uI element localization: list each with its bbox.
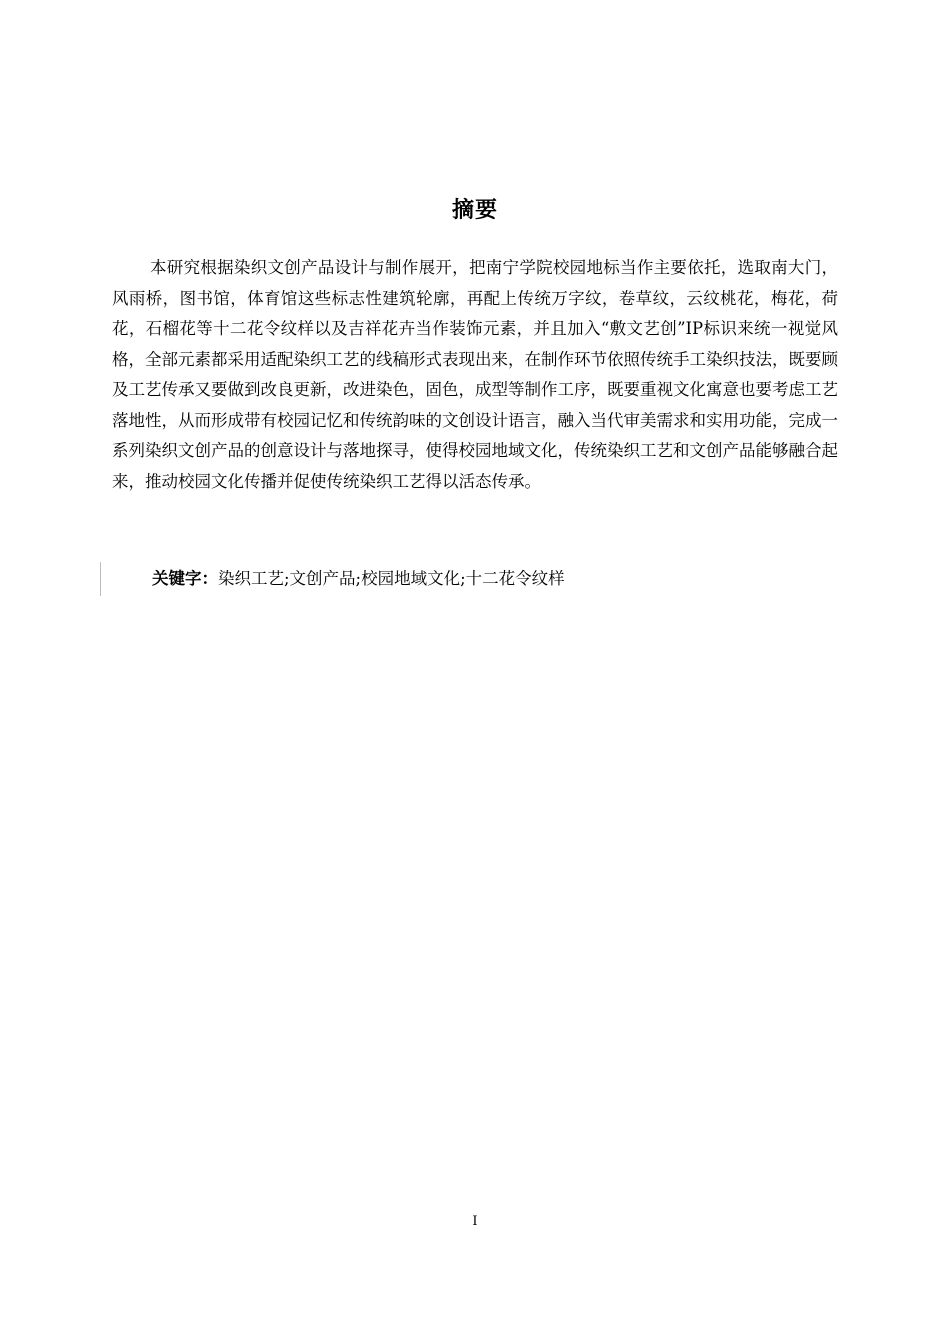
margin-divider	[100, 562, 101, 596]
abstract-title: 摘要	[451, 198, 498, 223]
abstract-body: 本研究根据染织文创产品设计与制作展开，把南宁学院校园地标当作主要依托，选取南大门，风雨桥，图书馆，体育馆这些标志性建筑轮廓，再配上传统万字纹，卷草纹，云纹桃花，梅花，荷花，石榴花等十二花令纹样以及吉祥花卉当作装饰元素，并且加入“敷文艺创”IP标识来统一视觉风格，全部元素都采用适配染织工艺的线稿形式表现出来，在制作环节依照传统手工染织技法，既要顾及工艺传承又要做到改良更新，改进染色，固色，成型等制作工序，既要重视文化寓意也要考虑工艺落地性，从而形成带有校园记忆和传统韵味的文创设计语言，融入当代审美需求和实用功能，完成一系列染织文创产品的创意设计与落地探寻，使得校园地域文化，传统染织工艺和文创产品能够融合起来，推动校园文化传播并促使传统染织工艺得以活态传承。	[112, 258, 838, 491]
keywords-label: 关键字：	[152, 569, 218, 588]
keywords-line	[152, 565, 832, 593]
keywords-text: 染织工艺;文创产品;校园地域文化;十二花令纹样	[218, 569, 565, 588]
page-number: I	[472, 1214, 478, 1229]
